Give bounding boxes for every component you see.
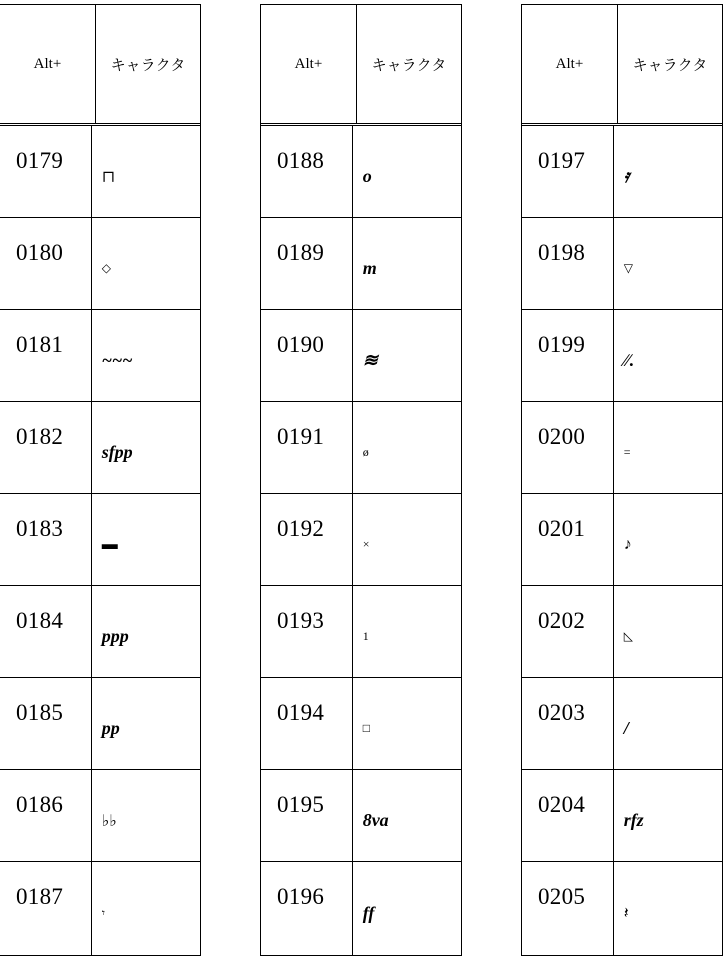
character-glyph: ▬ — [101, 535, 118, 553]
table-row — [522, 770, 722, 862]
alt-code-cell: 0189 — [261, 218, 353, 309]
table-row — [261, 678, 461, 770]
alt-code-cell: 0193 — [261, 586, 353, 677]
table-row — [0, 218, 200, 310]
alt-code-cell: 0191 — [261, 402, 353, 493]
table-row — [0, 862, 200, 955]
alt-code-cell: 0180 — [0, 218, 92, 309]
alt-code-cell: 0199 — [522, 310, 614, 401]
alt-code-cell: 0184 — [0, 586, 92, 677]
alt-code-cell: 0198 — [522, 218, 614, 309]
character-glyph: 𝄽 — [623, 904, 629, 922]
character-glyph: 𝄿 — [623, 166, 630, 186]
table-row — [261, 586, 461, 678]
character-glyph: ppp — [101, 626, 129, 646]
character-glyph: ♪ — [623, 535, 632, 553]
character-glyph: m — [362, 258, 377, 278]
alt-code-cell: 0190 — [261, 310, 353, 401]
character-glyph: ≋ — [362, 350, 378, 370]
table-row — [0, 586, 200, 678]
table-row — [522, 218, 722, 310]
character-glyph: □ — [362, 721, 370, 735]
header-code: Alt+ — [261, 5, 357, 123]
alt-code-table-1 — [0, 4, 201, 956]
alt-code-cell: 0196 — [261, 862, 353, 955]
alt-code-cell: 0203 — [522, 678, 614, 769]
character-glyph: ~~~ — [101, 350, 133, 370]
alt-code-cell: 0192 — [261, 494, 353, 585]
character-glyph: 1 — [362, 629, 369, 643]
alt-code-cell: 0181 — [0, 310, 92, 401]
alt-code-cell: 0202 — [522, 586, 614, 677]
character-glyph: ff — [362, 903, 375, 923]
character-glyph: ◇ — [101, 261, 111, 275]
character-glyph: sfpp — [101, 442, 133, 462]
table-row — [522, 586, 722, 678]
table-row — [522, 862, 722, 955]
table-row — [522, 402, 722, 494]
table-row — [522, 494, 722, 586]
character-glyph: pp — [101, 718, 120, 738]
table-row — [261, 862, 461, 955]
character-glyph: = — [623, 445, 631, 459]
table-row — [261, 310, 461, 402]
header-char: キャラクタ — [110, 57, 186, 74]
table-row — [0, 402, 200, 494]
character-glyph: ▽ — [623, 261, 633, 275]
character-glyph: ♭♭ — [101, 812, 117, 830]
alt-code-cell: 0187 — [0, 862, 92, 955]
table-row — [261, 770, 461, 862]
character-glyph: ø — [362, 445, 369, 459]
character-glyph: ∕∕. — [623, 350, 635, 370]
character-glyph: 𝄾 — [101, 906, 105, 920]
alt-code-cell: 0204 — [522, 770, 614, 861]
character-glyph: rfz — [623, 810, 644, 830]
table-row — [261, 402, 461, 494]
character-glyph: / — [623, 718, 629, 738]
table-row — [522, 126, 722, 218]
table-row — [261, 126, 461, 218]
table-header — [522, 5, 722, 126]
alt-code-cell: 0194 — [261, 678, 353, 769]
alt-code-cell: 0186 — [0, 770, 92, 861]
table-row — [522, 678, 722, 770]
alt-code-cell: 0205 — [522, 862, 614, 955]
table-row — [0, 678, 200, 770]
header-char: キャラクタ — [632, 57, 708, 74]
character-glyph: ⊓ — [101, 168, 116, 186]
table-row — [522, 310, 722, 402]
alt-code-cell: 0188 — [261, 126, 353, 217]
alt-code-cell: 0185 — [0, 678, 92, 769]
alt-code-cell: 0195 — [261, 770, 353, 861]
header-char: キャラクタ — [371, 57, 447, 74]
table-row — [261, 494, 461, 586]
alt-code-cell: 0182 — [0, 402, 92, 493]
alt-code-table-3 — [521, 4, 723, 956]
table-row — [261, 218, 461, 310]
character-glyph: × — [362, 537, 370, 551]
character-glyph: ◺ — [623, 629, 633, 643]
alt-code-table-2 — [260, 4, 462, 956]
table-row — [0, 494, 200, 586]
table-row — [0, 126, 200, 218]
table-row — [0, 310, 200, 402]
header-code: Alt+ — [522, 5, 618, 123]
character-glyph: 8va — [362, 810, 389, 830]
character-glyph: o — [362, 166, 372, 186]
header-code: Alt+ — [0, 5, 96, 123]
alt-code-cell: 0201 — [522, 494, 614, 585]
alt-code-cell: 0179 — [0, 126, 92, 217]
table-row — [0, 770, 200, 862]
alt-code-cell: 0183 — [0, 494, 92, 585]
table-header — [0, 5, 200, 126]
table-header — [261, 5, 461, 126]
alt-code-cell: 0197 — [522, 126, 614, 217]
alt-code-cell: 0200 — [522, 402, 614, 493]
